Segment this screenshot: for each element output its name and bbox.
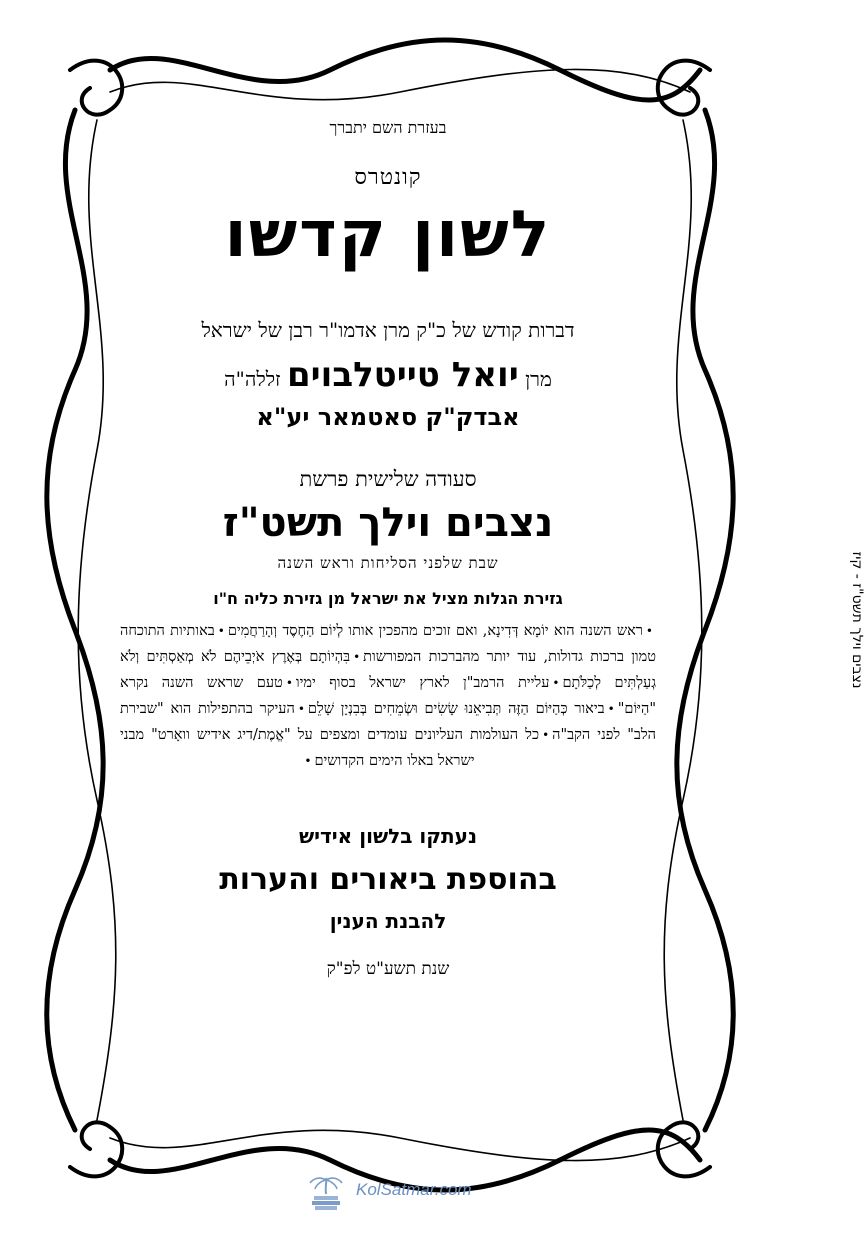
translation-line-1: נעתקו בלשון אידיש (298, 824, 478, 848)
occasion-line: סעודה שלישית פרשת (299, 467, 477, 491)
year-line: שנת תשע"ט לפ"ק (326, 959, 450, 979)
kolsatmar-logo[interactable] (300, 1170, 520, 1218)
summary-topic: העיקר בהתפילות הוא "שבירת הלב" לפני הקב"ה (120, 701, 656, 743)
summary-topic: כל העולמות העליונים עומדים ומצפים על "אֱמֶת/דיג אידיש וואָרט" מבני ישראל באלו הימים הקדושים (120, 727, 540, 769)
running-head: נצבים וילך תשט"ז - קיז (849, 551, 865, 689)
author-name: יואל טייטלבוים (287, 355, 519, 395)
main-title: לשון קדשו (224, 198, 552, 272)
summary-topic: ראש השנה הוא יוֹמָא דְּדִינָא, ואם זוכים מהפכין אותו לְיוֹם הַחֶסֶד וְהָרַחֲמִים (227, 623, 643, 639)
summary-topic: ביאור כְּהַיּוֹם הַזֶּה תְּבִיאֵנוּ שָׂשִׂים וּשְׂמֵחִים בְּבִנְיָן שָׁלֵם (307, 701, 605, 717)
bullet-separator: • (304, 754, 312, 768)
summary-topics (120, 618, 656, 774)
bullet-separator: • (552, 676, 560, 690)
summary-topic: עליית הרמב"ן לארץ ישראל בסוף ימיו (295, 675, 550, 691)
palm-tree-books-icon (306, 1174, 346, 1212)
author-line-3: אבדק"ק סאטמאר יע"א (256, 403, 520, 431)
bullet-separator: • (607, 702, 615, 716)
author-line-2 (120, 355, 656, 395)
summary-heading: גזירת הגלות מציל את ישראל מן גזירת כליה ח"ו (213, 589, 563, 608)
bullet-separator: • (217, 624, 225, 638)
translation-line-3: להבנת הענין (329, 909, 447, 933)
summary-topic: בִּהְיוֹתָם בְּאֶרֶץ אֹיְבֵיהֶם לֹא מְאַסְתִּים וְלֹא גְעַלְתִּים לְכַלֹּתָם (120, 649, 656, 691)
bullet-separator: • (297, 702, 305, 716)
bullet-separator: • (285, 676, 293, 690)
translation-line-2: בהוספת ביאורים והערות (219, 862, 557, 897)
kuntres-label: קונטרס (354, 165, 422, 190)
bullet-separator: • (645, 624, 653, 638)
occasion-subtitle: שבת שלפני הסליחות וראש השנה (277, 554, 499, 572)
occasion-title: נצבים וילך תשט"ז (222, 500, 554, 546)
author-suffix: זללה"ה (224, 367, 281, 391)
summary-topic: באותיות התוכחה טמון ברכות גדולות, עוד יותר מהברכות המפורשות (120, 623, 656, 665)
author-prefix: מרן (525, 367, 552, 391)
bullet-separator: • (353, 650, 361, 664)
title-page-content (120, 110, 656, 1150)
summary-topic: טעם שראש השנה נקרא "הַיּוֹם" (120, 675, 656, 717)
invocation-line: בעזרת השם יתברך (329, 118, 447, 137)
author-line-1: דברות קודש של כ"ק מרן אדמו"ר רבן של ישראל (201, 318, 575, 342)
bullet-separator: • (542, 728, 550, 742)
logo-text: KolSatmar.com (356, 1180, 472, 1199)
